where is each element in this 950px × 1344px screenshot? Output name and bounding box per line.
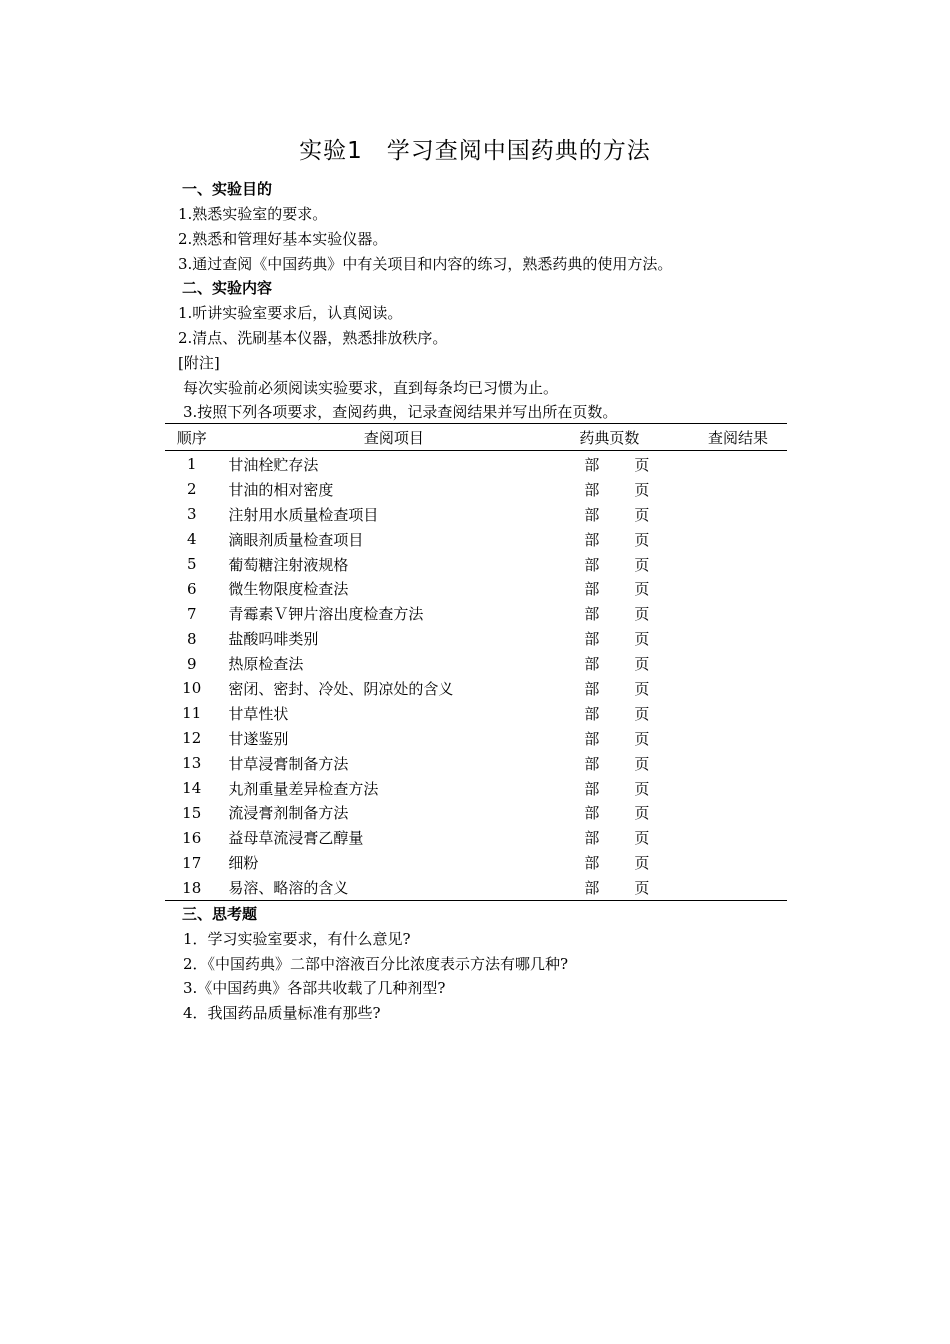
row-page [559, 626, 689, 651]
row-order: 5 [186, 555, 197, 573]
content-item-1: 1.听讲实验室要求后，认真阅读。 [178, 304, 403, 322]
row-item: 盐酸吗啡类别 [228, 630, 319, 649]
table-row [165, 451, 787, 477]
row-item: 甘草浸膏制备方法 [228, 754, 349, 773]
page-bu-label: 部 [584, 580, 600, 599]
row-order: 16 [182, 828, 202, 847]
page-ye-label: 页 [634, 555, 650, 574]
page-ye-label: 页 [634, 530, 650, 549]
page-title: 实验1 学习查阅中国药典的方法 [299, 138, 651, 164]
page-bu-label: 部 [584, 879, 600, 898]
row-item: 甘遂鉴别 [228, 729, 289, 748]
section-heading-content: 二、实验内容 [182, 279, 273, 297]
page-bu-label: 部 [584, 655, 600, 674]
content-item-2: 2.清点、洗刷基本仪器，熟悉排放秩序。 [178, 329, 448, 347]
row-result [689, 800, 787, 825]
row-page [559, 527, 689, 552]
row-item: 流浸膏剂制备方法 [228, 804, 349, 823]
page-ye-label: 页 [634, 505, 650, 524]
table-row [165, 726, 787, 751]
row-item: 益母草流浸膏乙醇量 [228, 829, 364, 848]
page-bu-label: 部 [584, 679, 600, 698]
row-item: 葡萄糖注射液规格 [228, 555, 349, 574]
row-result [689, 477, 787, 502]
row-page [559, 676, 689, 701]
row-result [689, 601, 787, 626]
table-row [165, 527, 787, 552]
table-row [165, 875, 787, 900]
row-result [689, 825, 787, 850]
row-result [689, 676, 787, 701]
row-order: 9 [186, 654, 197, 673]
question-item-3: 3.《中国药典》各部共收载了几种剂型? [183, 979, 446, 997]
row-result [689, 701, 787, 726]
table-row [165, 601, 787, 626]
row-order: 3 [186, 505, 197, 524]
table-row [165, 751, 787, 776]
page-bu-label: 部 [584, 854, 600, 873]
table-row [165, 502, 787, 527]
row-page [559, 601, 689, 626]
row-item: 热原检查法 [228, 655, 304, 674]
table-row [165, 477, 787, 502]
page-ye-label: 页 [634, 580, 650, 599]
question-item-4: 4．我国药品质量标准有那些? [183, 1004, 381, 1022]
row-item: 甘油的相对密度 [228, 480, 334, 499]
page-ye-label: 页 [634, 729, 650, 748]
row-item: 甘油栓贮存法 [228, 455, 319, 474]
note-label: [附注] [178, 354, 220, 372]
page-ye-label: 页 [634, 605, 650, 624]
page-ye-label: 页 [634, 804, 650, 823]
row-page [559, 875, 689, 900]
page-ye-label: 页 [634, 854, 650, 873]
row-page [559, 651, 689, 676]
page-bu-label: 部 [584, 729, 600, 748]
page-ye-label: 页 [634, 754, 650, 773]
page-bu-label: 部 [584, 555, 600, 574]
row-page [559, 726, 689, 751]
table-row [165, 552, 787, 577]
question-item-1: 1．学习实验室要求，有什么意见? [183, 930, 411, 948]
row-page [559, 800, 689, 825]
table-row [165, 626, 787, 651]
row-result [689, 776, 787, 801]
row-result [689, 527, 787, 552]
row-order: 18 [165, 875, 218, 900]
row-result [689, 726, 787, 751]
page-bu-label: 部 [584, 804, 600, 823]
row-item: 注射用水质量检查项目 [228, 505, 379, 524]
header-result: 查阅结果 [689, 424, 787, 451]
row-order: 10 [182, 679, 202, 698]
page-bu-label: 部 [584, 480, 600, 499]
header-item: 查阅项目 [218, 424, 559, 451]
row-result [689, 751, 787, 776]
row-item: 密闭、密封、冷处、阴凉处的含义 [228, 679, 454, 698]
row-order: 15 [182, 803, 202, 822]
row-page [559, 576, 689, 601]
row-order: 11 [182, 704, 202, 723]
row-order: 8 [186, 629, 197, 648]
table-row [165, 776, 787, 801]
row-result [689, 576, 787, 601]
row-page [559, 825, 689, 850]
row-item: 甘草性状 [228, 704, 289, 723]
page-ye-label: 页 [634, 704, 650, 723]
page-ye-label: 页 [634, 655, 650, 674]
row-page [559, 477, 689, 502]
section-heading-questions: 三、思考题 [182, 905, 258, 923]
row-order: 1 [186, 455, 197, 474]
table-row [165, 676, 787, 701]
row-item: 丸剂重量差异检查方法 [228, 779, 379, 798]
page-bu-label: 部 [584, 779, 600, 798]
purpose-item-1: 1.熟悉实验室的要求。 [178, 205, 328, 223]
row-order: 6 [186, 579, 197, 598]
row-result [689, 850, 787, 875]
row-result [689, 875, 787, 900]
row-page [559, 502, 689, 527]
page-ye-label: 页 [634, 630, 650, 649]
row-page [559, 701, 689, 726]
table-row [165, 825, 787, 850]
section-heading-purpose: 一、实验目的 [182, 180, 273, 198]
page-bu-label: 部 [584, 630, 600, 649]
row-item: 青霉素Ｖ钾片溶出度检查方法 [228, 605, 424, 624]
table-row [165, 576, 787, 601]
row-item: 易溶、略溶的含义 [218, 875, 559, 900]
row-item: 滴眼剂质量检查项目 [228, 530, 364, 549]
page-bu-label: 部 [584, 455, 600, 474]
row-order: 2 [186, 480, 197, 499]
row-item: 微生物限度检查法 [228, 580, 349, 599]
row-page [559, 552, 689, 577]
row-result [689, 502, 787, 527]
page-ye-label: 页 [634, 829, 650, 848]
page-bu-label: 部 [584, 754, 600, 773]
row-order: 17 [182, 853, 202, 872]
row-order: 4 [186, 530, 197, 549]
page-ye-label: 页 [634, 480, 650, 499]
row-result [689, 626, 787, 651]
header-order: 顺序 [165, 424, 218, 451]
content-item-3: 3.按照下列各项要求，查阅药典，记录查阅结果并写出所在页数。 [183, 403, 618, 421]
row-page [559, 451, 689, 477]
table-row [165, 701, 787, 726]
row-order: 13 [182, 754, 202, 773]
question-item-2: 2．《中国药典》二部中溶液百分比浓度表示方法有哪几种? [183, 955, 569, 973]
purpose-item-2: 2.熟悉和管理好基本实验仪器。 [178, 230, 388, 248]
page-bu-label: 部 [584, 829, 600, 848]
page-ye-label: 页 [634, 779, 650, 798]
row-result [689, 651, 787, 676]
table-row [165, 800, 787, 825]
lookup-table [165, 423, 787, 901]
row-page [559, 776, 689, 801]
row-order: 7 [186, 604, 197, 623]
page-bu-label: 部 [584, 704, 600, 723]
row-order: 14 [182, 779, 202, 798]
row-page [559, 850, 689, 875]
row-item: 细粉 [228, 854, 259, 873]
page-bu-label: 部 [584, 505, 600, 524]
purpose-item-3: 3.通过查阅《中国药典》中有关项目和内容的练习，熟悉药典的使用方法。 [178, 255, 673, 273]
page-bu-label: 部 [584, 530, 600, 549]
page-ye-label: 页 [634, 879, 650, 898]
row-result [689, 451, 787, 477]
page-bu-label: 部 [584, 605, 600, 624]
page-ye-label: 页 [634, 679, 650, 698]
table-row [165, 651, 787, 676]
page-ye-label: 页 [634, 455, 650, 474]
header-page: 药典页数 [559, 424, 689, 451]
table-header-row [165, 424, 787, 451]
row-result [689, 552, 787, 577]
row-order: 12 [182, 729, 202, 748]
row-page [559, 751, 689, 776]
table-row [165, 850, 787, 875]
note-text: 每次实验前必须阅读实验要求，直到每条均已习惯为止。 [183, 379, 559, 397]
